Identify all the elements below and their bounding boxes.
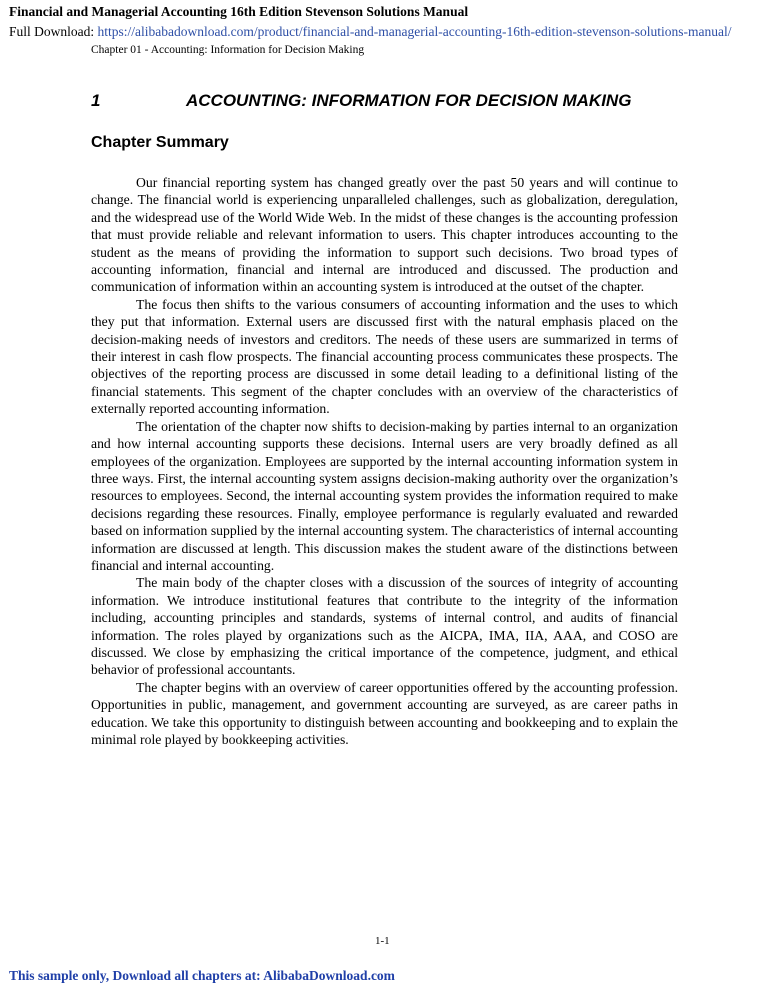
- summary-paragraph-4: The main body of the chapter closes with a discussion of the sources of integrity of accounting information. We introduce institutional features that contribute to the integrity of the information including, accounting principles and standards, systems of internal control, and audits of financial information. The roles played by organizations such as the AICPA, IMA, IIA, AAA, and COSO are discussed. We close by emphasizing the critical importance of the competence, judgment, and ethical behavior of professional accountants.: [91, 575, 678, 678]
- summary-paragraph-5: The chapter begins with an overview of career opportunities offered by the accounting profession. Opportunities in public, management, and government accounting are surveyed, as are career paths in education. We take this opportunity to distinguish between accounting and bookkeeping and to explain the minimal role played by bookkeeping activities.: [91, 679, 678, 747]
- full-download-label: Full Download:: [9, 24, 98, 39]
- summary-paragraph-2: The focus then shifts to the various consumers of accounting information and the uses to which they put that information. External users are discussed first with the natural emphasis placed on the decision-making needs of investors and creditors. The needs of these users are summarized in terms of their interest in cash flow prospects. The financial accounting process communicates these prospects. The objectives of the reporting process are discussed in some detail leading to a definitional listing of the financial statements. This segment of the chapter concludes with an overview of the characteristics of externally reported accounting information.: [91, 296, 678, 417]
- summary-paragraph-1: Our financial reporting system has changed greatly over the past 50 years and will continue to change. The financial world is experiencing unparalleled challenges, such as globalization, deregulation, and the widespread use of the World Wide Web. In the midst of these changes is the accounting profession that must provide reliable and relevant information to users. This chapter introduces accounting to the student as the means of providing the information to support such decisions. Two broad types of accounting information, financial and internal are introduced and discussed. The production and communication of information within an accounting system is introduced at the outset of the chapter.: [91, 175, 678, 295]
- download-banner[interactable]: This sample only, Download all chapters at: AlibabaDownload.com: [9, 968, 395, 983]
- page-number: 1-1: [375, 935, 390, 947]
- summary-paragraph-3: The orientation of the chapter now shifts to decision-making by parties internal to an organization and how internal accounting supports these decisions. Internal users are very broadly defined as all employees of the organization. Employees are supported by the internal accounting information system in three ways. First, the internal accounting system assigns decision-making authority over the organization’s resources to employees. Second, the internal accounting system provides the information required to make decisions regarding these resources. Finally, employee performance is regularly evaluated and rewarded based on information supplied by the internal accounting system. The characteristics of internal accounting information are discussed at length. This discussion makes the student aware of the distinctions between financial and internal accounting.: [91, 418, 678, 573]
- document-title: Financial and Managerial Accounting 16th Edition Stevenson Solutions Manual: [9, 4, 469, 19]
- full-download-line: [9, 24, 731, 40]
- section-heading: Chapter Summary: [91, 134, 229, 151]
- chapter-title: ACCOUNTING: INFORMATION FOR DECISION MAKING: [186, 91, 632, 110]
- chapter-number: 1: [91, 91, 101, 110]
- chapter-heading: [91, 91, 679, 111]
- download-link[interactable]: https://alibabadownload.com/product/financial-and-managerial-accounting-16th-edition-stevenson-solutions-manual/: [97, 24, 732, 39]
- chapter-summary-body: [91, 174, 678, 748]
- running-head: Chapter 01 - Accounting: Information for Decision Making: [91, 44, 365, 56]
